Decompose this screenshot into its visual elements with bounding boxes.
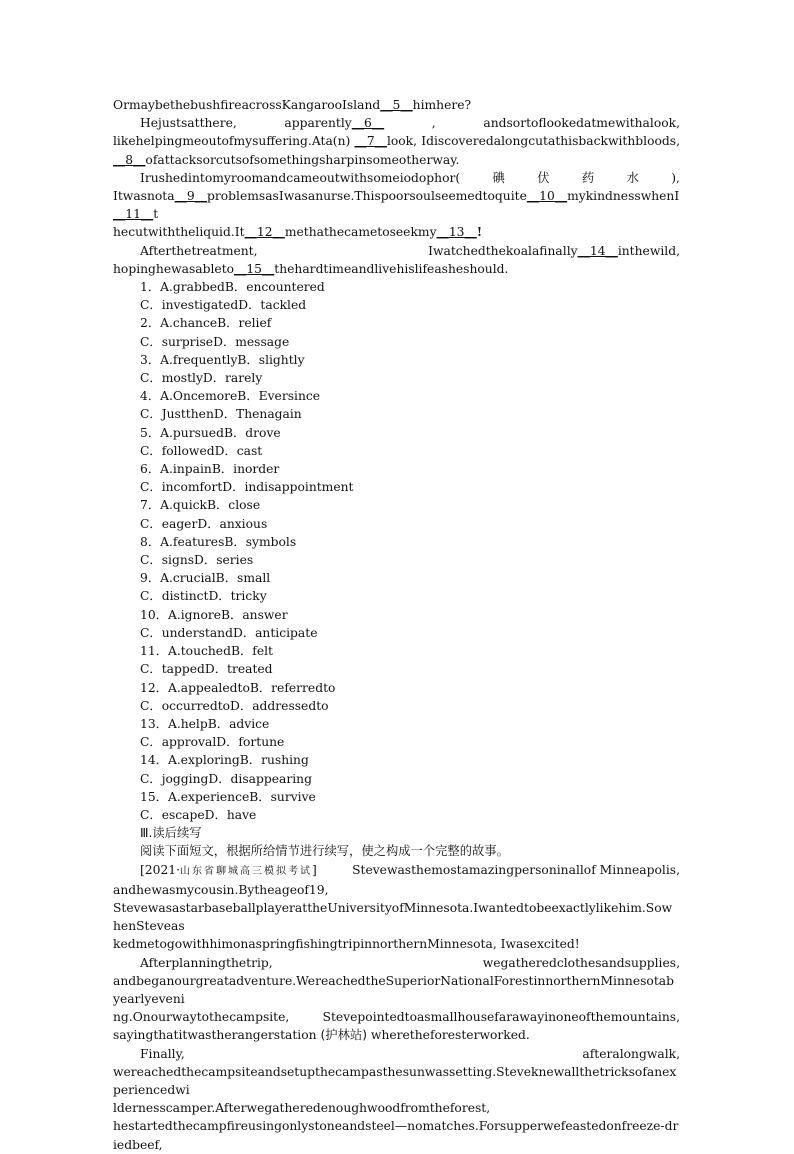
text: wegatheredclothesandsupplies, — [482, 955, 680, 970]
blank-number: 14 — [589, 243, 606, 258]
story-p1-line-3: StevewasastarbaseballplayerattheUniversityofMinnesota.Iwantedtobeexactlylikehim.SowhenSteveas — [113, 900, 673, 934]
document-page — [113, 96, 680, 1154]
passage-p4-line-1 — [113, 242, 680, 260]
text: inthewild, — [617, 243, 680, 258]
option-line: 3．A.frequentlyB．slightly — [140, 352, 305, 367]
text: mykindnesswhenI — [567, 189, 680, 204]
text: himhere? — [412, 98, 472, 112]
option-line: C．understandD．anticipate — [140, 625, 318, 640]
text: , — [431, 116, 436, 131]
chinese-char: 伏 — [537, 170, 550, 185]
passage-p2-line-2 — [113, 132, 680, 150]
text: afteralongwalk, — [582, 1046, 680, 1061]
text: t — [153, 207, 159, 222]
option-line: C．signsD．series — [140, 553, 254, 568]
option-line: C．occurredtoD．addressedto — [140, 698, 329, 713]
text: ), — [671, 170, 680, 185]
option-line: C．escapeD．have — [140, 807, 257, 822]
passage-p3-line-3 — [113, 223, 680, 241]
passage-p4-line-2 — [113, 260, 680, 278]
text: Irushedintomyroomandcameoutwithsomeiodophor( — [140, 170, 461, 185]
text: Itwasnota — [113, 189, 175, 204]
text: thehardtimeandlivehislifeasheshould. — [274, 261, 509, 276]
chinese-char: 药 — [581, 170, 595, 185]
text: problemsasIwasanurse.Thispoorsoulseemedtoquite — [206, 189, 527, 204]
blank-7: __7__ — [354, 134, 387, 149]
text: ofattacksorcutsofsomethingsharpinsomeotherway. — [145, 152, 460, 167]
text: hecutwiththeliquid.It — [113, 225, 245, 240]
text: apparently — [284, 116, 352, 131]
option-line: C．followedD．cast — [140, 443, 263, 458]
text: Stevewasthemostamazingpersoninallof Minneapolis, — [352, 862, 680, 877]
blank-number: 13 — [448, 225, 465, 240]
blank-8: __8__ — [113, 152, 146, 167]
blank-6: __6__ — [351, 116, 385, 131]
blank-13: __13__ — [436, 225, 477, 240]
blank-number: 8 — [125, 152, 134, 167]
blank-number: 15 — [246, 261, 262, 276]
text: wheretheforesterworked. — [370, 1028, 530, 1043]
blank-number: 10 — [539, 189, 555, 204]
text: (护林站) — [320, 1028, 367, 1043]
text: 山东省聊城高三模拟考试 — [180, 865, 313, 877]
option-line: 15．A.experienceB．survive — [140, 789, 316, 804]
story-p1-line-2: andhewasmycousin.Bytheageof19, — [113, 882, 329, 897]
text: ! — [476, 224, 483, 240]
options-list — [113, 278, 680, 824]
option-line: C．distinctD．tricky — [140, 589, 267, 604]
passage-p3-line-2 — [113, 187, 680, 223]
option-line: 8．A.featuresB．symbols — [140, 534, 297, 549]
text: Stevepointedtoasmallhousefarawayinoneofthemountains, — [322, 1010, 680, 1025]
blank-11: __11__ — [113, 207, 154, 222]
option-line: 1．A.grabbedB．encountered — [140, 280, 325, 295]
text: ng.Onourwaytothecampsite, — [113, 1010, 290, 1025]
blank-15: __15__ — [234, 261, 275, 276]
passage-p3-line-1 — [113, 169, 680, 187]
option-line: 6．A.inpainB．inorder — [140, 462, 280, 477]
blank-12: __12__ — [244, 225, 285, 240]
blank-9: __9__ — [174, 189, 207, 204]
text: Iwatchedthekoalafinally — [428, 243, 578, 258]
option-line: C．joggingD．disappearing — [140, 771, 312, 786]
option-line: 12．A.appealedtoB．referredto — [140, 680, 336, 695]
text: sayingthatitwastherangerstation — [113, 1028, 317, 1043]
text: methathecametoseekmy — [284, 225, 437, 240]
story-p2-line-1 — [113, 954, 680, 972]
text: hopinghewasableto — [113, 261, 235, 276]
blank-number: 5 — [392, 98, 401, 112]
option-line: 13．A.helpB．advice — [140, 716, 270, 731]
text: Hejustsatthere, — [140, 116, 237, 131]
story-p3-line-3: ldernesscamper.Afterwegatheredenoughwoodfromtheforest, — [113, 1101, 491, 1116]
blank-number: 6 — [364, 116, 372, 131]
source-tag — [113, 861, 317, 881]
blank-number: 12 — [256, 225, 273, 240]
text: Afterplanningthetrip, — [140, 955, 273, 970]
option-line: C．mostlyD．rarely — [140, 371, 263, 386]
text: ] — [312, 862, 317, 877]
option-line: 4．A.OncemoreB．Eversince — [140, 389, 321, 404]
blank-10: __10__ — [526, 189, 568, 204]
section-heading: Ⅲ.读后续写 — [140, 826, 202, 841]
text-group — [257, 114, 384, 132]
story-p2-line-3 — [113, 1008, 680, 1026]
option-line: C．tappedD．treated — [140, 662, 273, 677]
text: OrmaybethebushfireacrossKangarooIsland — [113, 98, 381, 112]
option-line: 2．A.chanceB．relief — [140, 316, 272, 331]
text-group — [401, 242, 680, 260]
story-p2-line-2: andbeganourgreatadventure.WereachedtheSuperiorNationalForestinnorthernMinnesotabyearlyeveni — [113, 973, 674, 1006]
text-group — [355, 132, 418, 150]
passage-p2-line-1 — [113, 114, 680, 132]
blank-5: __5__ — [380, 98, 413, 112]
option-line: C．surpriseD．message — [140, 334, 290, 349]
section-instruction: 阅读下面短文，根据所给情节进行续写，使之构成一个完整的故事。 — [140, 844, 509, 859]
blank-14: __14__ — [577, 243, 618, 258]
blank-number: 11 — [125, 207, 141, 222]
text: look, — [386, 134, 418, 149]
text: andsortoflookedatmewithalook, — [483, 116, 680, 131]
option-line: C．investigatedD．tackled — [140, 298, 307, 313]
text: Idiscoveredalongcutathisbackwithbloods, — [421, 134, 680, 149]
option-line: 11．A.touchedB．felt — [140, 644, 273, 659]
option-line: C．approvalD．fortune — [140, 735, 285, 750]
story-p3-line-2: wereachedthecampsiteandsetupthecampasthesunwassetting.Steveknewallthetricksofanexperiencedwi — [113, 1064, 677, 1097]
text: [2021· — [140, 862, 181, 877]
option-line: C．incomfortD．indisappointment — [140, 480, 354, 495]
passage-p2-line-3 — [113, 151, 680, 169]
text: Finally, — [140, 1046, 185, 1061]
story-p1-line-1 — [113, 861, 680, 881]
text: Afterthetreatment, — [140, 243, 258, 258]
chinese-char: 水 — [626, 170, 639, 185]
option-line: 9．A.crucialB．small — [140, 571, 271, 586]
option-line: 5．A.pursuedB．drove — [140, 425, 281, 440]
story-p2-line-4 — [113, 1026, 680, 1044]
passage-line-1 — [113, 96, 680, 114]
option-line: 10．A.ignoreB．answer — [140, 607, 288, 622]
option-line: 7．A.quickB．close — [140, 498, 261, 513]
blank-number: 9 — [186, 189, 195, 204]
chinese-char: 碘 — [492, 170, 505, 185]
story-p1-line-4: kedmetogowithhimonaspringfishingtripinnorthernMinnesota, Iwasexcited! — [113, 937, 580, 952]
blank-number: 7 — [366, 134, 375, 149]
text: likehelpingmeoutofmysuffering.Ata(n) — [113, 134, 351, 149]
story-p3-line-4: hestartedthecampfireusingonlystoneandsteel—nomatches.Forsupperwefeastedonfreeze-driedbeef, — [113, 1119, 679, 1152]
story-p3-line-1 — [113, 1045, 680, 1063]
option-line: 14．A.exploringB．rushing — [140, 753, 309, 768]
option-line: C．eagerD．anxious — [140, 516, 268, 531]
option-line: C．JustthenD．Thenagain — [140, 407, 302, 422]
